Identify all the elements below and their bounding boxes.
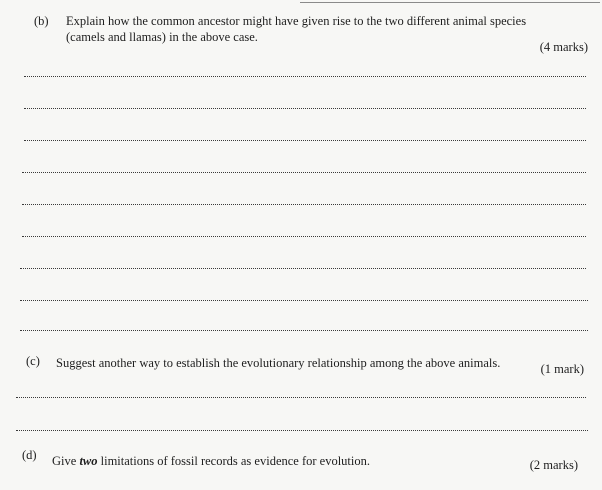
answer-line[interactable] — [22, 172, 586, 173]
question-c-text: Suggest another way to establish the evolutionary relationship among the above animals. — [56, 356, 501, 370]
answer-line[interactable] — [20, 330, 588, 331]
question-b-text-line1: Explain how the common ancestor might have given rise to the two different animal species — [66, 14, 527, 28]
answer-line[interactable] — [22, 236, 586, 237]
question-d-text — [52, 454, 472, 469]
answer-line[interactable] — [20, 268, 586, 269]
question-c-label: (c) — [26, 354, 40, 368]
question-d-text-start: Give — [52, 454, 80, 468]
question-b-text-line2: (camels and llamas) in the above case. — [66, 30, 258, 44]
answer-line[interactable] — [24, 108, 586, 109]
top-divider — [300, 2, 600, 3]
answer-line[interactable] — [16, 397, 586, 398]
answer-line[interactable] — [16, 430, 588, 431]
question-c-marks: (1 mark) — [540, 362, 584, 376]
answer-line[interactable] — [22, 204, 586, 205]
answer-line[interactable] — [24, 140, 586, 141]
question-d-label: (d) — [22, 448, 37, 462]
question-b-label: (b) — [34, 14, 49, 28]
question-d-text-end: limitations of fossil records as evidence for evolution. — [97, 454, 371, 468]
answer-line[interactable] — [24, 76, 586, 77]
answer-line[interactable] — [20, 300, 588, 301]
question-d-emphasis: two — [79, 454, 98, 468]
question-b-marks: (4 marks) — [539, 40, 588, 54]
question-d-marks: (2 marks) — [529, 458, 578, 472]
